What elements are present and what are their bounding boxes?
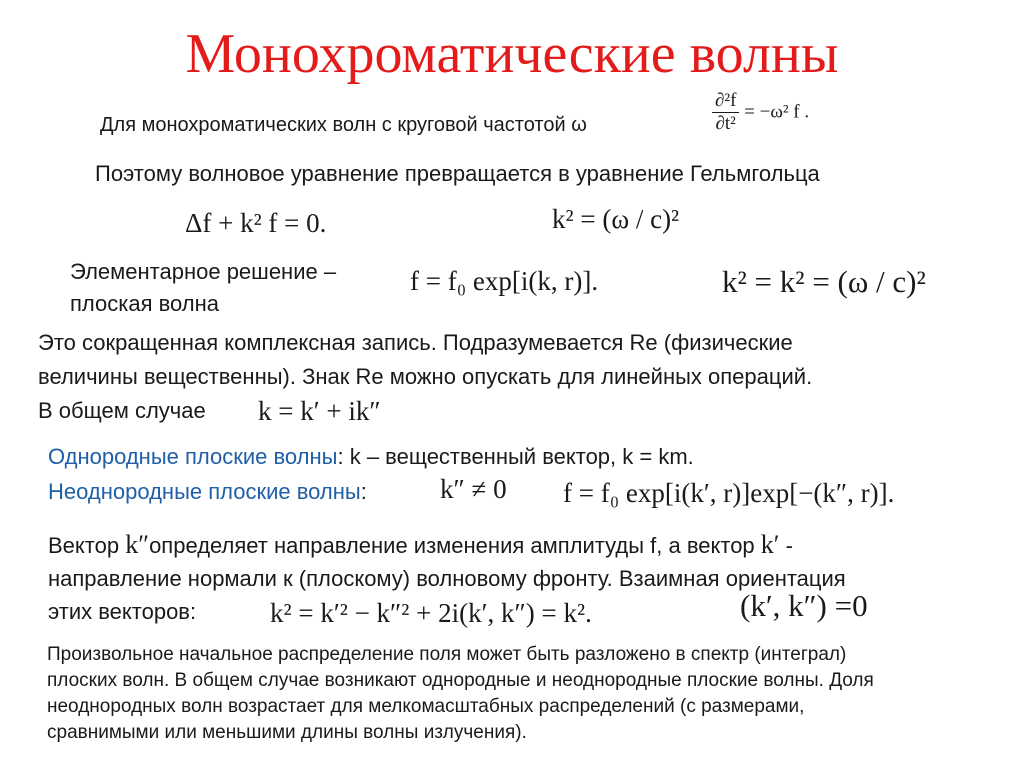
- elementary-line2: плоская волна: [70, 291, 220, 316]
- vector-note-k1: k′: [760, 530, 780, 559]
- elementary-line1: Элементарное решение –: [70, 259, 337, 284]
- wavenumber-equation: k² = (ω / c)²: [552, 204, 680, 234]
- inhomogeneous-row: [48, 476, 367, 508]
- helmholtz-text: Поэтому волновое уравнение превращается в уравнение Гельмгольца: [95, 161, 820, 186]
- page-title: Монохроматические волны: [185, 23, 839, 85]
- vector-note-line1-c: -: [779, 533, 793, 558]
- vector-note-line2: направление нормали к (плоскому) волновому фронту. Взаимная ориентация: [48, 566, 846, 591]
- intro-formula: [712, 90, 809, 135]
- inhomogeneous-equation: f = f₀ exp[i(k′, r)]exp[−(k″, r)].: [563, 478, 895, 508]
- vector-note-line1: [48, 529, 793, 562]
- conclusion-line4: сравнимыми или меньшими длины волны излучения).: [47, 722, 527, 743]
- homogeneous-row: [48, 441, 694, 473]
- inhomogeneous-label: Неоднородные плоские волны: [48, 479, 361, 504]
- intro-text: Для монохроматических волн с круговой частотой ω: [100, 114, 587, 136]
- vector-relation-equation: k² = k′² − k″² + 2i(k′, k″) = k².: [270, 598, 592, 628]
- plane-wave-equation: f = f₀ exp[i(k, r)].: [410, 266, 599, 296]
- complex-note-line1: Это сокращенная комплексная запись. Подразумевается Re (физические: [38, 330, 793, 355]
- intro-fraction-den: ∂t²: [715, 113, 736, 134]
- intro-formula-rhs: = −ω² f .: [744, 101, 810, 123]
- conclusion-line1: Произвольное начальное распределение поля может быть разложено в спектр (интеграл): [47, 644, 847, 665]
- helmholtz-equation: Δf + k² f = 0.: [185, 208, 327, 238]
- vector-note-line1-a: Вектор: [48, 533, 120, 558]
- orthogonality-equation: (k′, k″) =0: [740, 588, 868, 623]
- complex-note-line2: величины вещественны). Знак Re можно опускать для линейных операций.: [38, 364, 813, 389]
- homogeneous-label: Однородные плоские волны: [48, 444, 338, 469]
- k-vector-equation: k² = k² = (ω / c)²: [722, 264, 926, 299]
- intro-fraction: [712, 90, 739, 135]
- inhomogeneous-rest: :: [360, 479, 367, 504]
- complex-k-equation: k = k′ + ik″: [258, 396, 381, 426]
- inhomogeneous-condition: k″ ≠ 0: [440, 474, 507, 504]
- homogeneous-rest: : k – вещественный вектор, k = km.: [337, 444, 694, 469]
- vector-note-line3: этих векторов:: [48, 599, 197, 624]
- intro-fraction-num: ∂²f: [712, 90, 739, 113]
- vector-note-k2: k″: [125, 530, 150, 559]
- vector-note-line1-b: определяет направление изменения амплитуды f, а вектор: [149, 533, 755, 558]
- conclusion-line2: плоских волн. В общем случае возникают однородные и неоднородные плоские волны. Доля: [47, 670, 874, 691]
- conclusion-line3: неоднородных волн возрастает для мелкомасштабных распределений (с размерами,: [47, 696, 805, 717]
- complex-note-line3: В общем случае: [38, 398, 206, 423]
